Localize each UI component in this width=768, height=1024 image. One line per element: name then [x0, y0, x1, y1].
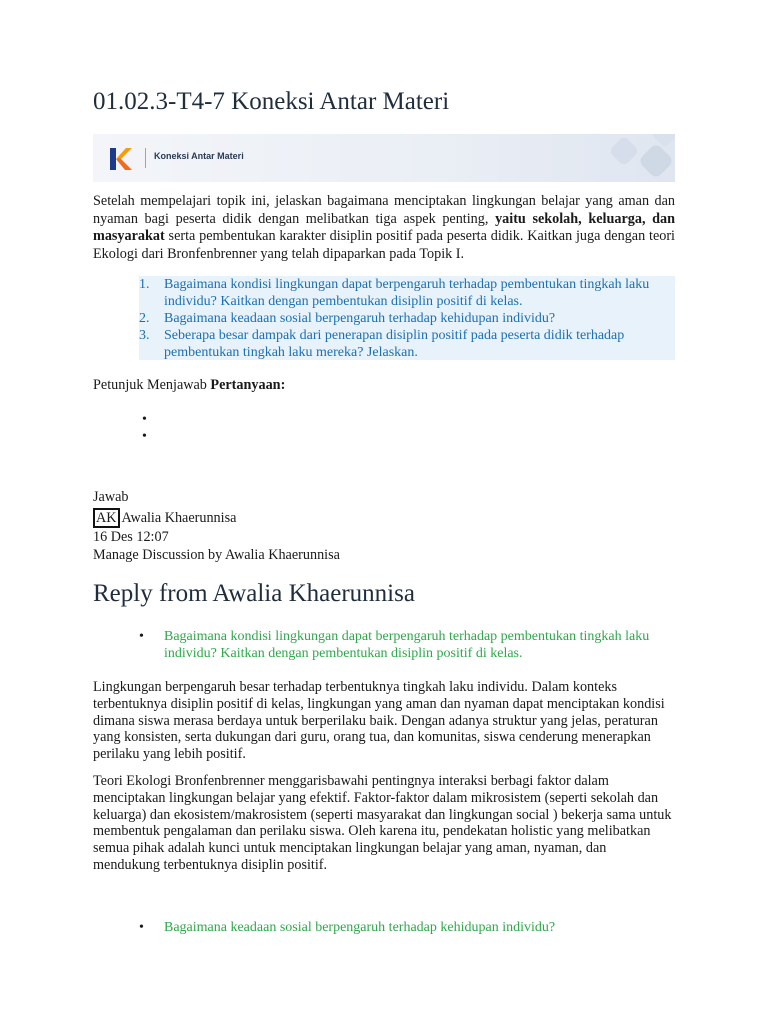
question-item — [139, 327, 675, 361]
k-logo-icon — [108, 146, 132, 172]
manage-discussion-link[interactable]: Manage Discussion by Awalia Khaerunnisa — [93, 547, 340, 563]
banner-title: Koneksi Antar Materi — [154, 151, 244, 161]
topic-banner — [93, 134, 675, 182]
question-item — [139, 276, 675, 310]
question-number: 3. — [139, 328, 150, 343]
question-number: 1. — [139, 277, 150, 292]
question-item — [139, 310, 675, 327]
bullet-icon: • — [139, 629, 144, 644]
reply-question — [139, 628, 675, 662]
bullet-icon: • — [139, 920, 144, 935]
intro-bold: yaitu sekolah, keluarga, dan masyarakat — [93, 210, 675, 244]
reply-question-text: Bagaimana keadaan sosial berpengaruh terhadap kehidupan individu? — [164, 920, 556, 935]
author-line — [93, 508, 236, 528]
banner-decoration — [555, 134, 675, 182]
bullet-icon: • — [142, 412, 147, 427]
question-text: Seberapa besar dampak dari penerapan disiplin positif pada peserta didik terhadap pembentukan tingkah laku mereka? Jelaskan. — [164, 328, 625, 360]
question-text: Bagaimana keadaan sosial berpengaruh terhadap kehidupan individu? — [164, 311, 556, 326]
bullet-icon: • — [142, 429, 147, 444]
question-list — [139, 276, 675, 361]
instructions-label: Petunjuk Menjawab — [93, 377, 211, 393]
question-number: 2. — [139, 311, 150, 326]
author-name[interactable]: Awalia Khaerunnisa — [121, 510, 237, 526]
reply-heading: Reply from Awalia Khaerunnisa — [93, 580, 415, 607]
reply-paragraph: Lingkungan berpengaruh besar terhadap terbentuknya tingkah laku individu. Dalam konteks terbentuknya disiplin positif di kelas, lingkungan yang aman dan nyaman dapat menciptakan kondisi dimana siswa merasa berdaya untuk berperilaku baik. Dengan adanya struktur yang jelas, peraturan yang konsisten, serta dukungan dari guru, orang tua, dan komunitas, siswa cenderung menerapkan perilaku yang lebih positif. — [93, 679, 665, 763]
intro-paragraph — [93, 193, 675, 263]
avatar[interactable]: AK — [93, 508, 120, 528]
question-text: Bagaimana kondisi lingkungan dapat berpengaruh terhadap pembentukan tingkah laku individu? Kaitkan dengan pembentukan disiplin positif di kelas. — [164, 277, 650, 309]
instructions-bold: Pertanyaan: — [210, 377, 286, 393]
reply-question — [139, 919, 675, 936]
reply-question-text: Bagaimana kondisi lingkungan dapat berpengaruh terhadap pembentukan tingkah laku individu? Kaitkan dengan pembentukan disiplin positif di kelas. — [164, 629, 650, 661]
intro-text-1: Setelah mempelajari topik ini, jelaskan bagaimana menciptakan lingkungan belajar yang aman dan nyaman bagi peserta didik dengan melibatkan tiga aspek penting, — [93, 193, 675, 227]
intro-text-2: serta pembentukan karakter disiplin positif pada peserta didik. Kaitkan juga dengan teori Ekologi dari Bronfenbrenner yang telah dipaparkan pada Topik I. — [93, 228, 675, 262]
banner-divider — [145, 148, 146, 168]
answer-instructions — [93, 377, 285, 394]
answer-label: Jawab — [93, 489, 129, 505]
reply-paragraph: Teori Ekologi Bronfenbrenner menggarisbawahi pentingnya interaksi berbagi faktor dalam menciptakan lingkungan belajar yang efektif. Faktor-faktor dalam mikrosistem (seperti sekolah dan keluarga) dan ekosistem/makrosistem (seperti masyarakat dan lingkungan social ) bekerja sama untuk membentuk pengalaman dan perilaku siswa. Oleh karena itu, pendekatan holistic yang melibatkan semua pihak adalah kunci untuk menciptakan lingkungan belajar yang aman, nyaman, dan mendukung terbentuknya disiplin positif. — [93, 773, 672, 873]
page-title: 01.02.3-T4-7 Koneksi Antar Materi — [93, 88, 450, 115]
post-date: 16 Des 12:07 — [93, 529, 169, 545]
